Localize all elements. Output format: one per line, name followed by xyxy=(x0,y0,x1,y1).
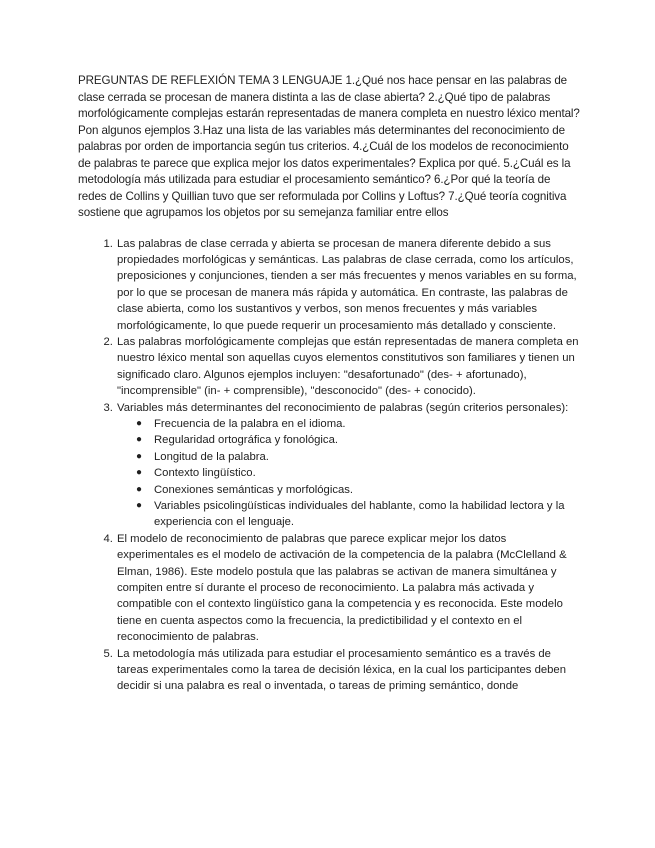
variables-list xyxy=(117,416,581,531)
variable-item: ● Variables psicolingüísticas individuales del hablante, como la habilidad lectora y la experiencia con el lenguaje. xyxy=(136,500,565,529)
answer-3-text: Variables más determinantes del reconocimiento de palabras (según criterios personales): xyxy=(117,401,569,414)
answer-5: 5. La metodología más utilizada para estudiar el procesamiento semántico es a través de tareas experimentales como la tarea de decisión léxica, en la cual los participantes deben decidir si una palabra es real o inventada, o tareas de priming semántico, donde xyxy=(116,646,581,695)
variable-item: ● Regularidad ortográfica y fonológica. xyxy=(136,432,581,448)
bullet-icon: ● xyxy=(136,500,143,511)
bullet-icon: ● xyxy=(136,450,143,462)
answer-3 xyxy=(116,400,581,531)
variable-item: ● Frecuencia de la palabra en el idioma. xyxy=(136,416,581,432)
bullet-icon: ● xyxy=(136,417,143,429)
answer-2: 2. Las palabras morfológicamente complejas que están representadas de manera completa en nuestro léxico mental son aquellas cuyos elementos constitutivos son familiares y tienen un significado claro. Algunos ejemplos incluyen: "desafortunado" (des- + afortunado), "incomprensible" (in- + comprensible), "desconocido" (des- + conocido). xyxy=(116,334,581,400)
bullet-icon: ● xyxy=(136,467,143,479)
variable-item: ● Contexto lingüístico. xyxy=(136,465,581,481)
answer-4: 4. El modelo de reconocimiento de palabras que parece explicar mejor los datos experimentales es el modelo de activación de la competencia de la palabra (McClelland & Elman, 1986). Este modelo postula que las palabras se activan de manera simultánea y compiten entre sí durante el proceso de reconocimiento. La palabra más activada y compatible con el contexto lingüístico gana la competencia y es reconocida. Este modelo tiene en cuenta aspectos como la frecuencia, la predictibilidad y el contexto en el reconocimiento de palabras. xyxy=(116,531,581,646)
bullet-icon: ● xyxy=(136,483,143,495)
bullet-icon: ● xyxy=(136,434,143,446)
variable-item: ● Longitud de la palabra. xyxy=(136,449,581,465)
questions-paragraph: PREGUNTAS DE REFLEXIÓN TEMA 3 LENGUAJE 1.¿Qué nos hace pensar en las palabras de clase cerrada se procesan de manera distinta a las de clase abierta? 2.¿Qué tipo de palabras morfológicamente complejas estarán representadas de manera completa en nuestro léxico mental? Pon algunos ejemplos 3.Haz una lista de las variables más determinantes del reconocimiento de palabras por orden de importancia según tus criterios. 4.¿Cuál de los modelos de reconocimiento de palabras te parece que explica mejor los datos experimentales? Explica por qué. 5.¿Cuál es la metodología más utilizada para estudiar el procesamiento semántico? 6.¿Por qué la teoría de redes de Collins y Quillian tuvo que ser reformulada por Collins y Loftus? 7.¿Qué teoría cognitiva sostiene que agrupamos los objetos por su semejanza familiar entre ellos xyxy=(78,74,580,219)
answers-list xyxy=(78,236,581,695)
answer-1: 1. Las palabras de clase cerrada y abierta se procesan de manera diferente debido a sus propiedades morfológicas y semánticas. Las palabras de clase cerrada, como los artículos, preposiciones y conjunciones, tienden a ser más frecuentes y menos variables en su forma, por lo que se procesan de manera más rápida y automática. En contraste, las palabras de clase abierta, como los sustantivos y verbos, son menos frecuentes y más variables morfológicamente, lo que puede requerir un procesamiento más detallado y consciente. xyxy=(116,236,581,334)
variable-item: ● Conexiones semánticas y morfológicas. xyxy=(136,482,581,498)
